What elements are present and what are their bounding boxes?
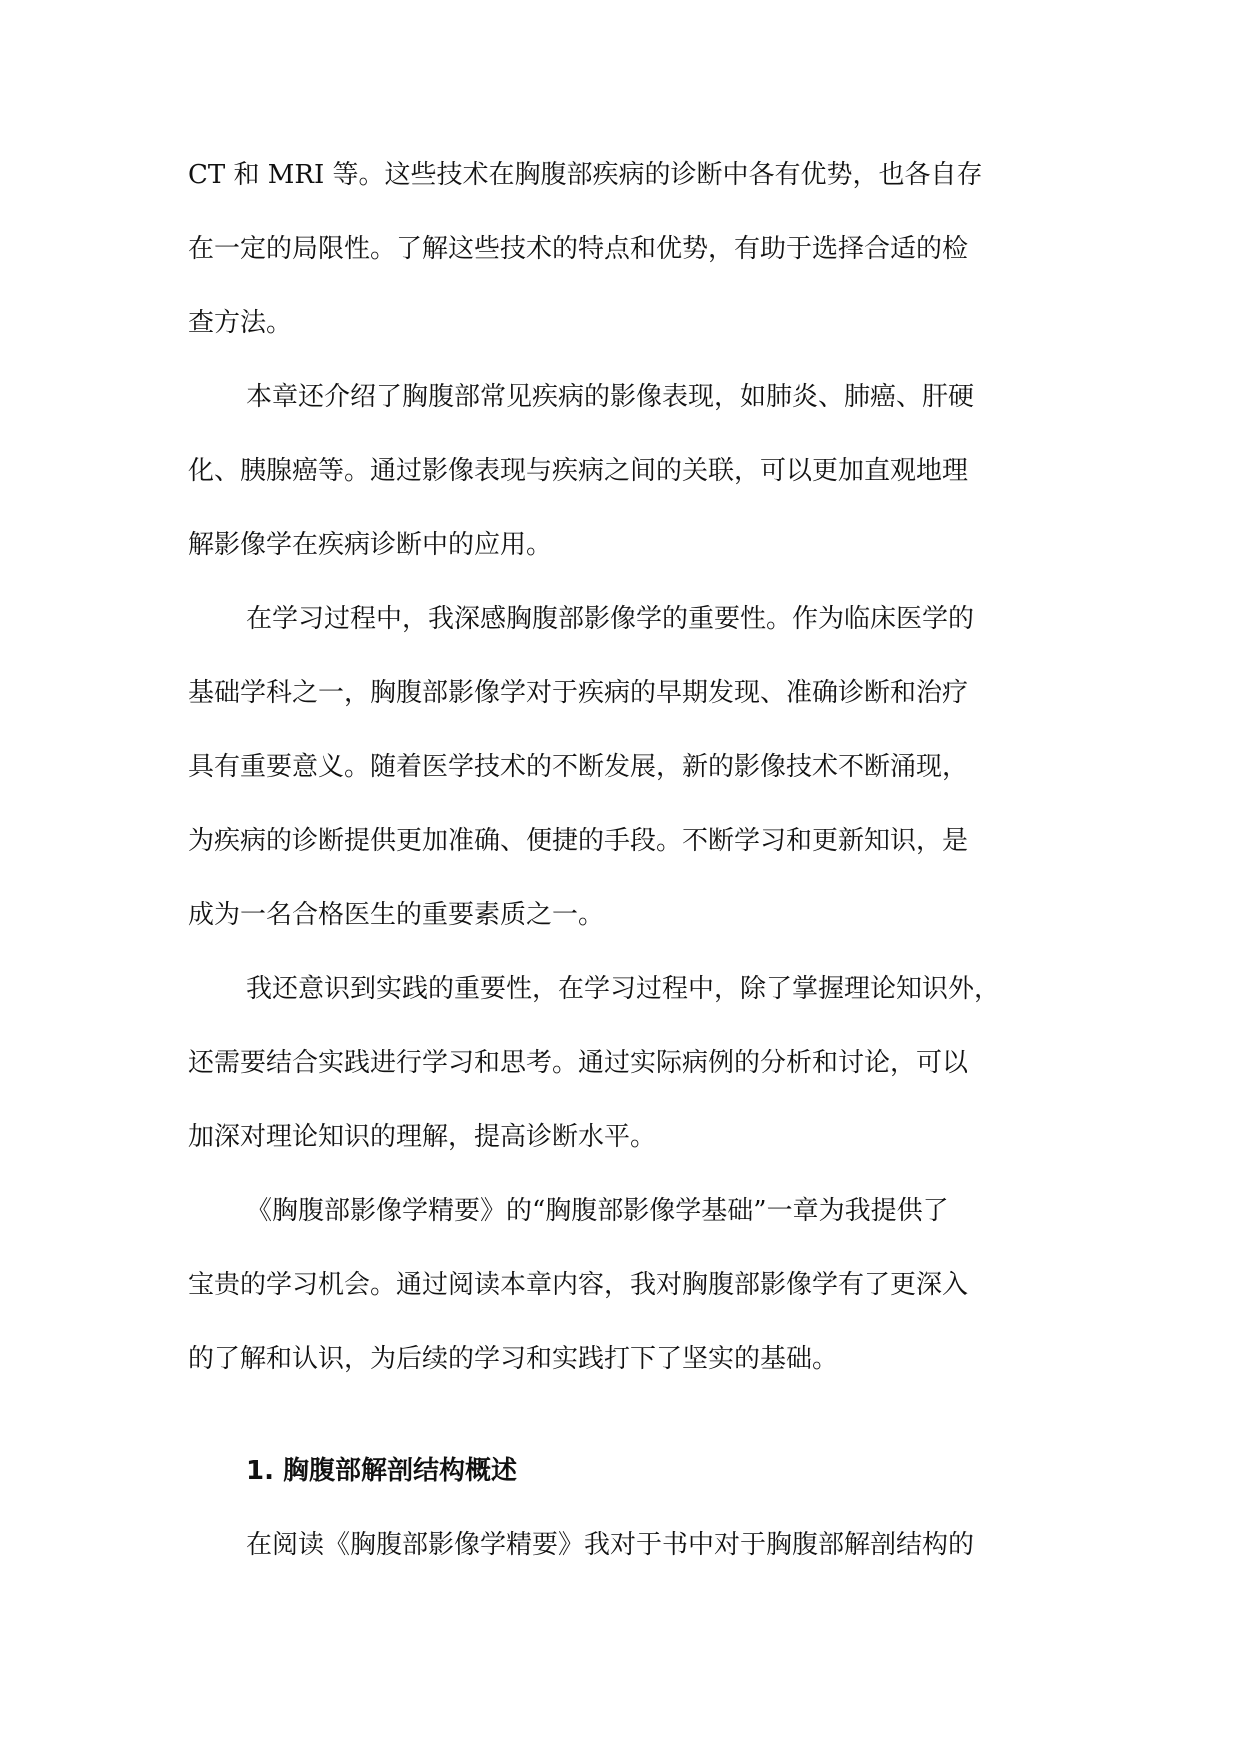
paragraph-3 [188, 582, 1058, 952]
text-line: 我还意识到实践的重要性，在学习过程中，除了掌握理论知识外， [246, 974, 1001, 1004]
document-body [188, 138, 1058, 1582]
text-line: 在一定的局限性。了解这些技术的特点和优势，有助于选择合适的检 [188, 234, 969, 264]
text-line: 本章还介绍了胸腹部常见疾病的影像表现，如肺炎、肺癌、肝硬 [246, 382, 975, 412]
text-line: 具有重要意义。随着医学技术的不断发展，新的影像技术不断涌现， [188, 752, 969, 782]
paragraph-4 [188, 952, 1058, 1174]
section-paragraph [188, 1508, 1058, 1582]
text-line: 在阅读《胸腹部影像学精要》我对于书中对于胸腹部解剖结构的 [246, 1530, 975, 1560]
paragraph-2 [188, 360, 1058, 582]
text-line: 成为一名合格医生的重要素质之一。 [188, 900, 605, 930]
text-line: 化、胰腺癌等。通过影像表现与疾病之间的关联，可以更加直观地理 [188, 456, 969, 486]
text-line: 为疾病的诊断提供更加准确、便捷的手段。不断学习和更新知识，是 [188, 826, 969, 856]
text-line: 的了解和认识，为后续的学习和实践打下了坚实的基础。 [188, 1344, 839, 1374]
section-heading: 1. 胸腹部解剖结构概述 [246, 1456, 518, 1486]
text-line: 加深对理论知识的理解，提高诊断水平。 [188, 1122, 657, 1152]
text-line: 查方法。 [188, 308, 293, 338]
text-line: 在学习过程中，我深感胸腹部影像学的重要性。作为临床医学的 [246, 604, 975, 634]
paragraph-5 [188, 1174, 1058, 1396]
text-line: CT 和 MRI 等。这些技术在胸腹部疾病的诊断中各有优势，也各自存 [188, 160, 983, 190]
text-line: 宝贵的学习机会。通过阅读本章内容，我对胸腹部影像学有了更深入 [188, 1270, 969, 1300]
text-line: 解影像学在疾病诊断中的应用。 [188, 530, 553, 560]
text-line: 《胸腹部影像学精要》的“胸腹部影像学基础”一章为我提供了 [246, 1196, 949, 1226]
paragraph-1 [188, 138, 1058, 360]
text-line: 基础学科之一，胸腹部影像学对于疾病的早期发现、准确诊断和治疗 [188, 678, 969, 708]
text-line: 还需要结合实践进行学习和思考。通过实际病例的分析和讨论，可以 [188, 1048, 969, 1078]
